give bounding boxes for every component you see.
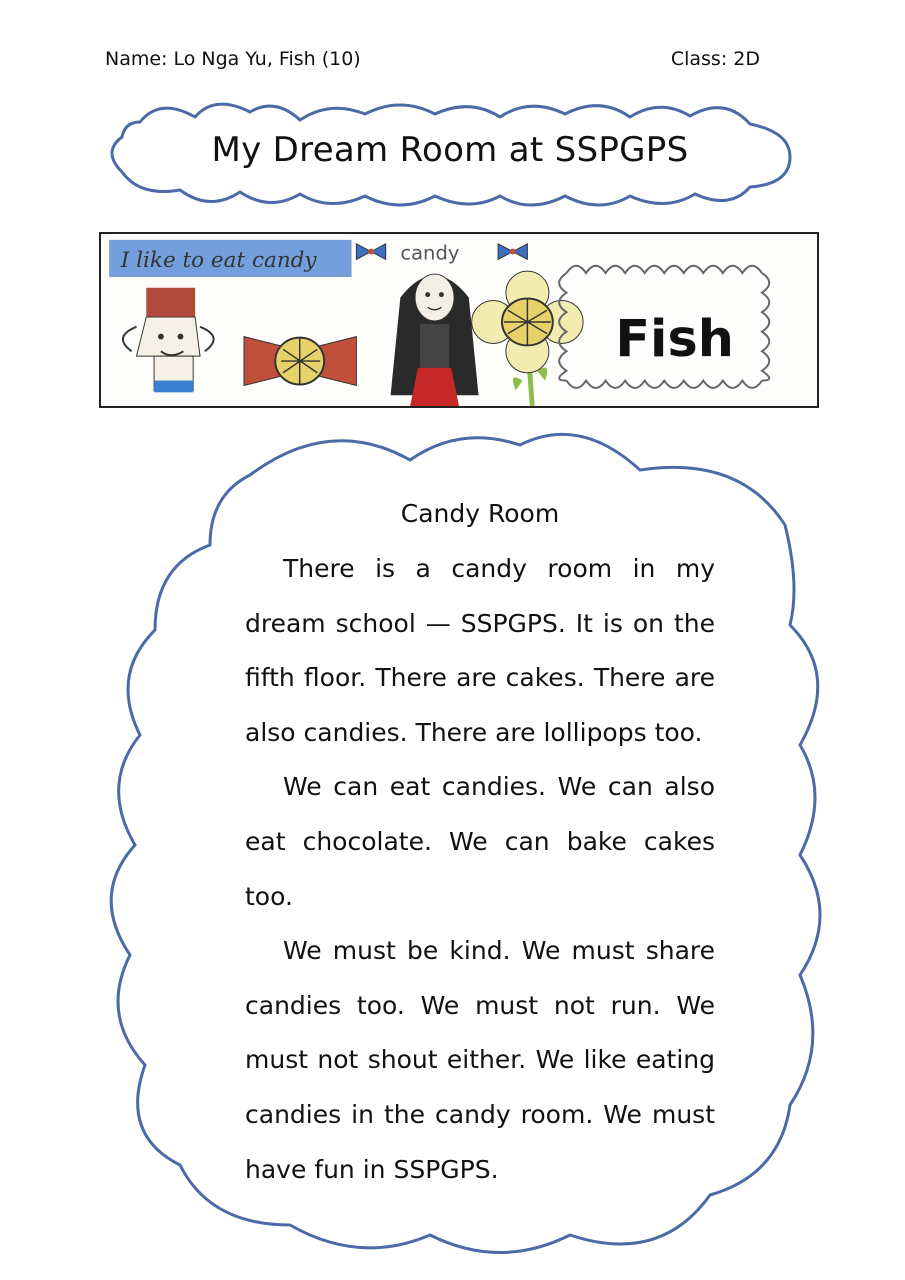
page-title: My Dream Room at SSPGPS — [211, 130, 689, 170]
candy-caption: candy — [400, 241, 460, 265]
fish-label: Fish — [615, 309, 734, 369]
essay-paragraph: We must be kind. We must share candies too. We must not run. We must not shout either. We like eating candies in the candy room. We must have fun in SSPGPS. — [245, 936, 715, 1184]
essay-title: Candy Room — [400, 499, 560, 528]
bow-icon — [498, 244, 527, 260]
essay-paragraph: There is a candy room in my dream school — SSPGPS. It is on the fifth floor. There are cakes. There are also candies. There are lollipops too. — [245, 554, 715, 747]
lollipop-drawing — [472, 271, 583, 406]
cup-character-drawing — [123, 288, 214, 393]
fish-name-drawing — [559, 266, 769, 388]
banner-handwriting: I like to eat candy — [120, 248, 317, 274]
essay — [245, 490, 715, 1197]
essay-paragraph: We can eat candies. We can also eat chocolate. We can bake cakes too. — [245, 772, 715, 911]
girl-drawing — [391, 274, 479, 406]
children-drawing — [101, 234, 817, 406]
student-name: Name: Lo Nga Yu, Fish (10) — [105, 48, 361, 70]
bow-icon — [356, 244, 385, 260]
drawing-banner — [99, 232, 819, 408]
student-class: Class: 2D — [670, 48, 760, 70]
header-line — [105, 48, 760, 70]
wrapped-candy-drawing — [244, 337, 356, 386]
